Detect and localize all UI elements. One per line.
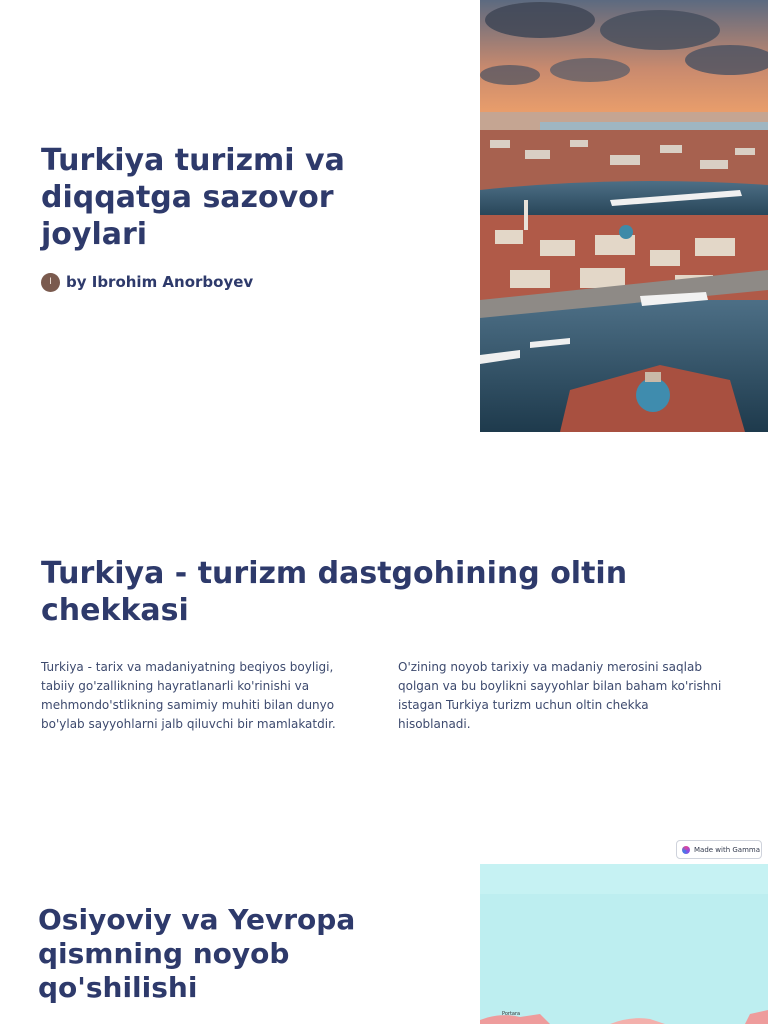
author-name: by Ibrohim Anorboyev [66, 273, 254, 291]
map-label: Portara [502, 1011, 521, 1017]
badge-label: Made with Gamma [694, 845, 761, 854]
map-image [480, 864, 768, 1024]
author-row [41, 271, 253, 293]
hero-image [480, 0, 768, 432]
slide1-title: Turkiya turizmi va diqqatga sazovor joylari [41, 143, 345, 252]
paragraph-right: O'zining noyob tarixiy va madaniy merosini saqlab qolgan va bu boylikni sayyohlar bilan baham ko'rishni istagan Turkiya turizm uchun oltin chekka hisoblanadi. [398, 660, 722, 731]
gamma-logo-icon [682, 846, 690, 854]
paragraph-left: Turkiya - tarix va madaniyatning beqiyos boyligi, tabiiy go'zallikning hayratlanarli ko'rinishi va mehmondo'stlikning samimiy muhiti bilan dunyo bo'ylab sayyohlarni jalb qiluvchi bir mamlakatdir. [41, 660, 336, 731]
slide2-title: Turkiya - turizm dastgohining oltin chekkasi [41, 556, 628, 628]
made-with-gamma-badge[interactable] [676, 840, 762, 859]
avatar: I [41, 273, 60, 292]
slide3-title: Osiyoviy va Yevropa qismning noyob qo'shilishi [38, 903, 356, 1004]
